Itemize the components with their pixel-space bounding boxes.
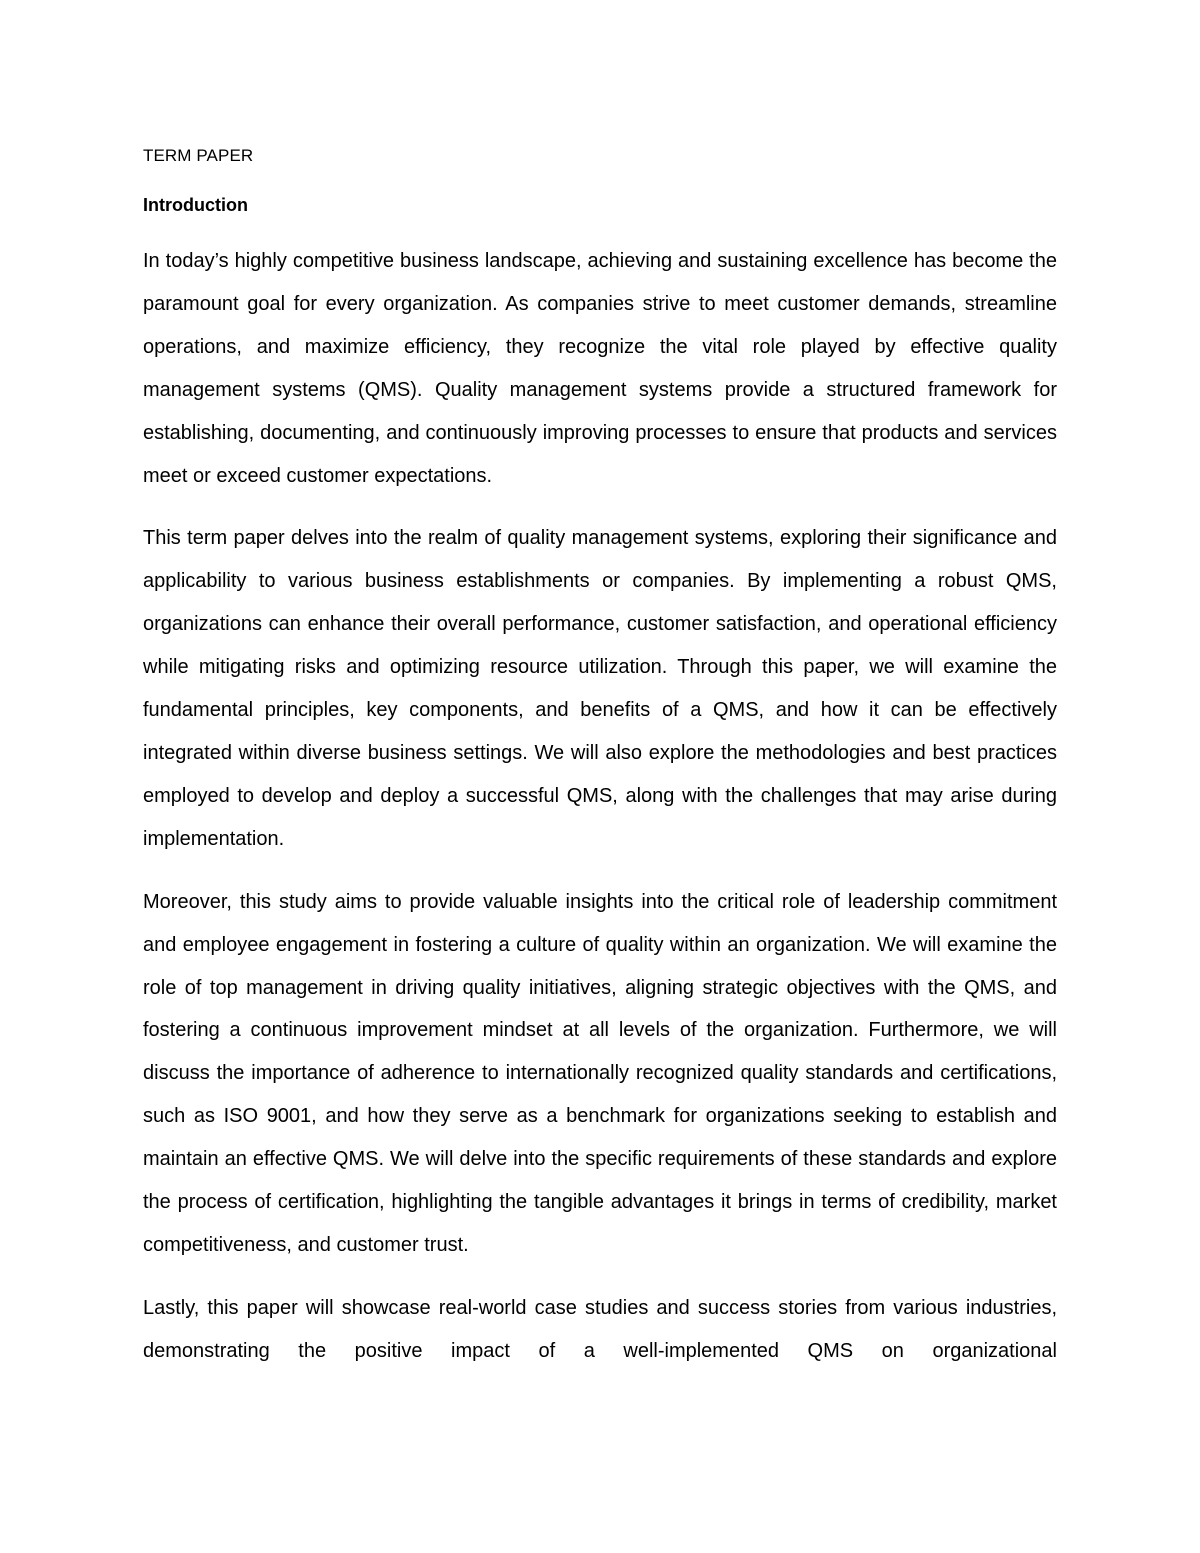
document-label: TERM PAPER <box>143 146 254 165</box>
paragraph-1: In today’s highly competitive business landscape, achieving and sustaining excellence has become the paramount goal for every organization. As companies strive to meet customer demands, streamline operations, and maximize efficiency, they recognize the vital role played by effective quality management systems (QMS). Quality management systems provide a structured framework for establishing, documenting, and continuously improving processes to ensure that products and services meet or exceed customer expectations. <box>143 250 1057 487</box>
body-text <box>143 240 1057 1393</box>
paragraph-3: Moreover, this study aims to provide valuable insights into the critical role of leadership commitment and employee engagement in fostering a culture of quality within an organization. We will examine the role of top management in driving quality initiatives, aligning strategic objectives with the QMS, and fostering a continuous improvement mindset at all levels of the organization. Furthermore, we will discuss the importance of adherence to internationally recognized quality standards and certifications, such as ISO 9001, and how they serve as a benchmark for organizations seeking to establish and maintain an effective QMS. We will delve into the specific requirements of these standards and explore the process of certification, highlighting the tangible advantages it brings in terms of credibility, market competitiveness, and customer trust. <box>143 890 1057 1256</box>
paragraph-4: Lastly, this paper will showcase real-world case studies and success stories from various industries, demonstrating the positive impact of a well-implemented QMS on organizational <box>143 1296 1057 1362</box>
paragraph-2: This term paper delves into the realm of quality management systems, exploring their significance and applicability to various business establishments or companies. By implementing a robust QMS, organizations can enhance their overall performance, customer satisfaction, and operational efficiency while mitigating risks and optimizing resource utilization. Through this paper, we will examine the fundamental principles, key components, and benefits of a QMS, and how it can be effectively integrated within diverse business settings. We will also explore the methodologies and best practices employed to develop and deploy a successful QMS, along with the challenges that may arise during implementation. <box>143 527 1057 850</box>
section-heading-introduction: Introduction <box>143 195 248 215</box>
